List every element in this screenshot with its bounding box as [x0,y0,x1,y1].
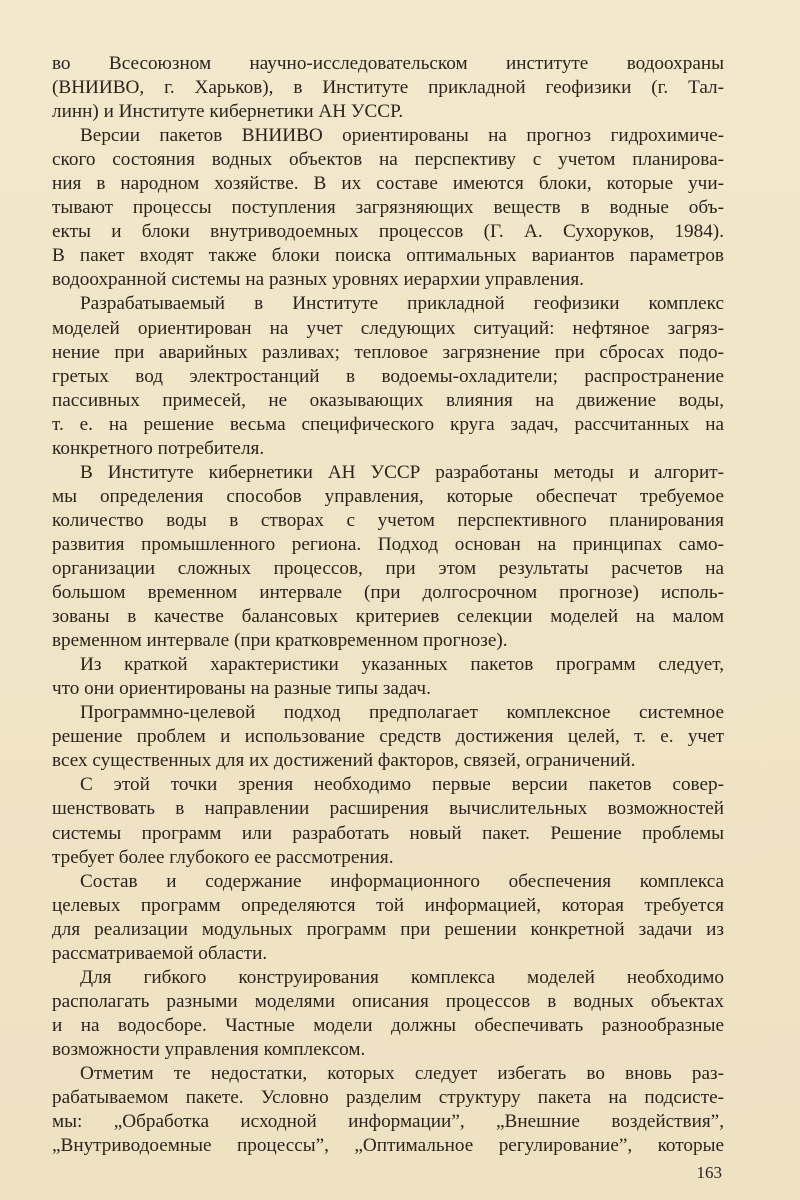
text-line: Программно-целевой подход предполагает комплексное системное [80,702,724,724]
text-line: требует более глубокого ее рассмотрения. [52,846,394,868]
paragraph-6 [52,701,724,773]
paragraph-3 [52,292,724,460]
text-line: тывают процессы поступления загрязняющих веществ в водные объ- [52,197,724,219]
text-line: зованы в качестве балансовых критериев селекции моделей на малом [52,606,724,628]
paragraph-1 [52,52,724,124]
text-line: Отметим те недостатки, которых следует избегать во вновь раз- [80,1062,724,1084]
page-number: 163 [696,1163,722,1182]
text-line: мы: „Обработка исходной информации”, „Внешние воздействия”, [52,1111,724,1133]
text-line: системы программ или разработать новый пакет. Решение проблемы [52,822,724,844]
text-line: рассматриваемой области. [52,942,268,964]
text-line: временном интервале (при кратковременном прогнозе). [52,630,508,652]
text-line: шенствовать в направлении расширения вычислительных возможностей [52,798,724,820]
text-line: гретых вод электростанций в водоемы-охладители; распространение [52,365,724,387]
text-line: Состав и содержание информационного обеспечения комплекса [80,870,724,892]
text-line: С этой точки зрения необходимо первые версии пакетов совер- [80,774,724,796]
text-line: для реализации модульных программ при решении конкретной задачи из [52,918,724,940]
text-line: количество воды в створах с учетом перспективного планирования [52,509,724,531]
paragraph-10 [52,1062,724,1158]
text-line: „Внутриводоемные процессы”, „Оптимальное регулирование”, которые [52,1135,724,1157]
text-line: решение проблем и использование средств достижения целей, т. е. учет [52,726,724,748]
text-line: ния в народном хозяйстве. В их составе имеются блоки, которые учи- [52,173,724,195]
text-line: рабатываемом пакете. Условно разделим структуру пакета на подсисте- [52,1087,724,1109]
text-line: т. е. на решение весьма специфического круга задач, рассчитанных на [52,413,724,435]
text-line: ского состояния водных объектов на перспективу с учетом планирова- [52,149,724,171]
text-line: конкретного потребителя. [52,437,265,459]
paragraph-7 [52,773,724,869]
text-line: пассивных примесей, не оказывающих влияния на движение воды, [52,389,724,411]
text-line: Для гибкого конструирования комплекса моделей необходимо [80,966,724,988]
paragraph-2 [52,124,724,292]
paragraph-8 [52,870,724,966]
text-line: водоохранной системы на разных уровнях иерархии управления. [52,269,584,291]
text-line: Разрабатываемый в Институте прикладной геофизики комплекс [80,293,724,315]
text-line: Версии пакетов ВНИИВО ориентированы на прогноз гидрохимиче- [80,125,724,147]
paragraph-4 [52,461,724,653]
text-line: линн) и Институте кибернетики АН УССР. [52,101,404,123]
text-line: возможности управления комплексом. [52,1038,366,1060]
text-line: моделей ориентирован на учет следующих ситуаций: нефтяное загряз- [52,317,724,339]
text-line: В пакет входят также блоки поиска оптимальных вариантов параметров [52,245,724,267]
text-line: мы определения способов управления, которые обеспечат требуемое [52,485,724,507]
text-line: и на водосборе. Частные модели должны обеспечивать разнообразные [52,1014,724,1036]
text-line: располагать разными моделями описания процессов в водных объектах [52,990,724,1012]
text-line: развития промышленного региона. Подход основан на принципах само- [52,533,724,555]
paragraph-5 [52,653,724,701]
page-text [52,52,724,1158]
text-line: что они ориентированы на разные типы задач. [52,678,431,700]
text-line: Из краткой характеристики указанных пакетов программ следует, [80,654,724,676]
text-line: В Институте кибернетики АН УССР разработаны методы и алгорит- [80,461,724,483]
text-line: (ВНИИВО, г. Харьков), в Институте прикладной геофизики (г. Тал- [52,77,724,99]
text-line: во Всесоюзном научно-исследовательском институте водоохраны [52,53,724,74]
text-line: екты и блоки внутриводоемных процессов (Г. А. Сухоруков, 1984). [52,221,724,243]
text-line: целевых программ определяются той информацией, которая требуется [52,894,724,916]
text-line: нение при аварийных разливах; тепловое загрязнение при сбросах подо- [52,341,724,363]
text-line: большом временном интервале (при долгосрочном прогнозе) исполь- [52,582,724,604]
text-line: организации сложных процессов, при этом результаты расчетов на [52,557,724,579]
paragraph-9 [52,966,724,1062]
text-line: всех существенных для их достижений факторов, связей, ограничений. [52,750,636,772]
